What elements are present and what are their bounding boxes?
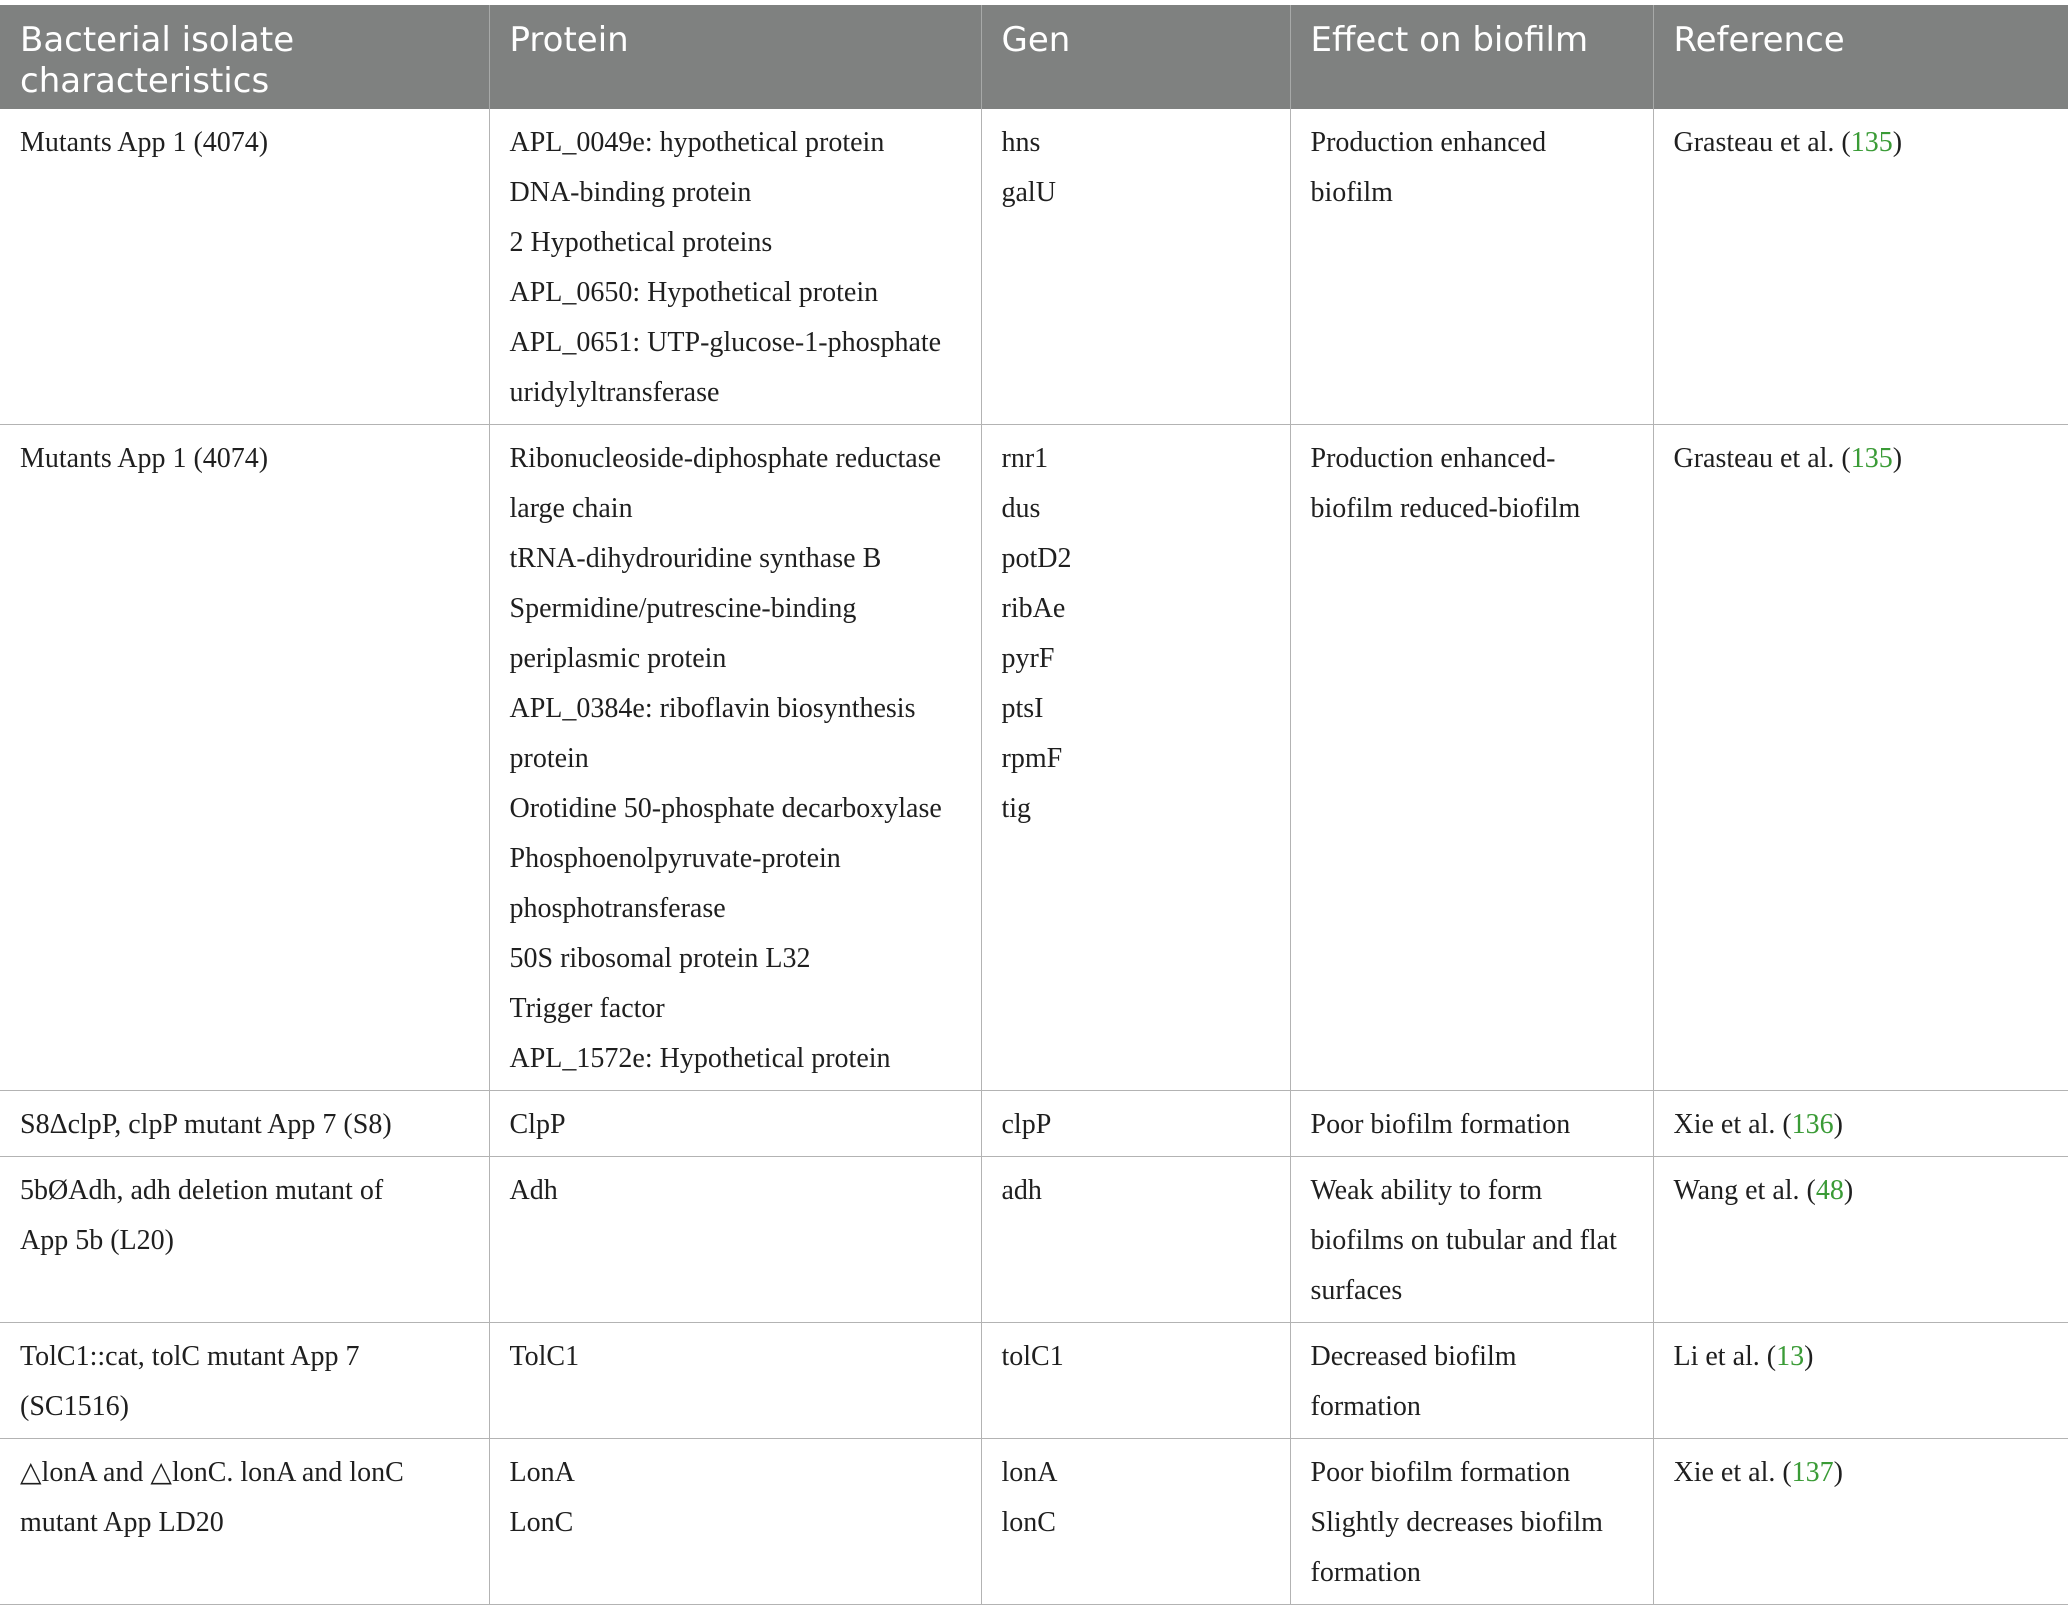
cell-isolate-line: TolC1::cat, tolC mutant App 7 xyxy=(20,1341,360,1372)
cell-gen-line: tolC1 xyxy=(1001,1341,1064,1372)
cell-reference xyxy=(1653,1091,2068,1157)
header-effect: Effect on biofilm xyxy=(1290,5,1653,109)
reference-close: ) xyxy=(1804,1341,1814,1372)
cell-isolate-line: 5bØAdh, adh deletion mutant of xyxy=(20,1175,384,1206)
cell-gen-line: pyrF xyxy=(1001,643,1055,674)
cell-gen-line: clpP xyxy=(1001,1109,1052,1140)
cell-gen xyxy=(981,1323,1290,1439)
cell-isolate-line: △lonA and △lonC. lonA and lonC xyxy=(20,1457,404,1488)
cell-isolate-line: (SC1516) xyxy=(20,1391,129,1422)
cell-gen-line: rnr1 xyxy=(1001,443,1049,474)
cell-effect-line: biofilm xyxy=(1310,177,1393,208)
table-row xyxy=(0,109,2068,425)
reference-close: ) xyxy=(1892,127,1903,158)
cell-gen xyxy=(981,425,1290,1091)
cell-gen-line: adh xyxy=(1001,1175,1042,1206)
cell-effect xyxy=(1290,1323,1653,1439)
reference-author: Grasteau et al. ( xyxy=(1673,127,1851,158)
cell-isolate xyxy=(0,109,489,425)
reference-number-link[interactable]: 137 xyxy=(1791,1457,1834,1488)
table-row xyxy=(0,1091,2068,1157)
cell-gen-line: ribAe xyxy=(1001,593,1066,624)
cell-protein xyxy=(489,1323,981,1439)
cell-protein-line: APL_0384e: riboflavin biosynthesis xyxy=(509,693,916,724)
cell-isolate xyxy=(0,425,489,1091)
cell-effect-line: Production enhanced- xyxy=(1310,443,1556,474)
cell-effect xyxy=(1290,1091,1653,1157)
table-row xyxy=(0,1439,2068,1605)
cell-effect-line: Weak ability to form xyxy=(1310,1175,1543,1206)
cell-isolate xyxy=(0,1157,489,1323)
table-row xyxy=(0,1323,2068,1439)
cell-isolate-line: Mutants App 1 (4074) xyxy=(20,443,269,474)
cell-isolate xyxy=(0,1439,489,1605)
cell-protein-line: tRNA-dihydrouridine synthase B xyxy=(509,543,882,574)
cell-effect xyxy=(1290,1157,1653,1323)
table-body xyxy=(0,109,2068,1605)
reference-number-link[interactable]: 48 xyxy=(1815,1175,1844,1206)
reference-author: Li et al. ( xyxy=(1673,1341,1777,1372)
reference-author: Wang et al. ( xyxy=(1673,1175,1816,1206)
cell-protein-line: Adh xyxy=(509,1175,558,1206)
cell-protein-line: APL_0650: Hypothetical protein xyxy=(509,277,879,308)
cell-isolate-line: App 5b (L20) xyxy=(20,1225,174,1256)
cell-reference xyxy=(1653,1157,2068,1323)
cell-gen xyxy=(981,1439,1290,1605)
cell-gen-line: dus xyxy=(1001,493,1041,524)
cell-isolate-line: Mutants App 1 (4074) xyxy=(20,127,269,158)
reference-number-link[interactable]: 135 xyxy=(1850,127,1893,158)
table-row xyxy=(0,1157,2068,1323)
cell-isolate-line: mutant App LD20 xyxy=(20,1507,224,1538)
cell-protein-line: APL_0049e: hypothetical protein xyxy=(509,127,885,158)
cell-gen-line: hns xyxy=(1001,127,1041,158)
cell-gen-line: galU xyxy=(1001,177,1056,208)
cell-protein xyxy=(489,109,981,425)
reference-author: Xie et al. ( xyxy=(1673,1457,1792,1488)
reference-close: ) xyxy=(1833,1109,1843,1140)
cell-protein-line: periplasmic protein xyxy=(509,643,727,674)
cell-protein-line: LonC xyxy=(509,1507,574,1538)
cell-reference xyxy=(1653,109,2068,425)
cell-protein-line: APL_0651: UTP-glucose-1-phosphate xyxy=(509,327,942,358)
table-header xyxy=(0,5,2068,109)
cell-effect xyxy=(1290,109,1653,425)
cell-effect-line: Production enhanced xyxy=(1310,127,1547,158)
reference-close: ) xyxy=(1833,1457,1843,1488)
cell-protein-line: uridylyltransferase xyxy=(509,377,720,408)
header-protein: Protein xyxy=(489,5,981,109)
cell-gen-line: lonC xyxy=(1001,1507,1056,1538)
cell-isolate xyxy=(0,1091,489,1157)
cell-effect-line: formation xyxy=(1310,1557,1421,1588)
cell-effect-line: Slightly decreases biofilm xyxy=(1310,1507,1603,1538)
table-row xyxy=(0,425,2068,1091)
cell-isolate-line: S8ΔclpP, clpP mutant App 7 (S8) xyxy=(20,1109,392,1140)
header-gen: Gen xyxy=(981,5,1290,109)
cell-reference xyxy=(1653,1323,2068,1439)
cell-protein-line: Ribonucleoside-diphosphate reductase xyxy=(509,443,942,474)
cell-protein-line: Trigger factor xyxy=(509,993,665,1024)
data-table-container xyxy=(0,5,2068,1605)
cell-effect xyxy=(1290,1439,1653,1605)
cell-protein-line: large chain xyxy=(509,493,633,524)
cell-protein-line: APL_1572e: Hypothetical protein xyxy=(509,1043,891,1074)
cell-protein-line: TolC1 xyxy=(509,1341,580,1372)
cell-effect-line: Decreased biofilm xyxy=(1310,1341,1517,1372)
header-reference: Reference xyxy=(1653,5,2068,109)
cell-effect-line: surfaces xyxy=(1310,1275,1403,1306)
cell-gen-line: ptsI xyxy=(1001,693,1044,724)
cell-protein-line: phosphotransferase xyxy=(509,893,726,924)
cell-protein-line: 2 Hypothetical proteins xyxy=(509,227,773,258)
cell-effect-line: biofilms on tubular and flat xyxy=(1310,1225,1617,1256)
cell-protein-line: Phosphoenolpyruvate-protein xyxy=(509,843,841,874)
cell-effect-line: Poor biofilm formation xyxy=(1310,1457,1571,1488)
cell-protein-line: Orotidine 50-phosphate decarboxylase xyxy=(509,793,942,824)
cell-protein-line: LonA xyxy=(509,1457,575,1488)
cell-protein xyxy=(489,1439,981,1605)
cell-protein-line: protein xyxy=(509,743,589,774)
cell-protein-line: DNA-binding protein xyxy=(509,177,752,208)
cell-protein xyxy=(489,425,981,1091)
reference-close: ) xyxy=(1892,443,1903,474)
cell-effect-line: Poor biofilm formation xyxy=(1310,1109,1571,1140)
cell-reference xyxy=(1653,425,2068,1091)
cell-gen-line: rpmF xyxy=(1001,743,1063,774)
cell-protein xyxy=(489,1157,981,1323)
cell-isolate xyxy=(0,1323,489,1439)
cell-effect xyxy=(1290,425,1653,1091)
reference-author: Grasteau et al. ( xyxy=(1673,443,1851,474)
cell-gen-line: potD2 xyxy=(1001,543,1072,574)
reference-close: ) xyxy=(1843,1175,1854,1206)
cell-gen xyxy=(981,1091,1290,1157)
biofilm-genes-table xyxy=(0,5,2068,1605)
cell-protein-line: Spermidine/putrescine-binding xyxy=(509,593,857,624)
reference-author: Xie et al. ( xyxy=(1673,1109,1792,1140)
cell-effect-line: biofilm reduced-biofilm xyxy=(1310,493,1581,524)
reference-number-link[interactable]: 135 xyxy=(1850,443,1893,474)
header-isolate: Bacterial isolate characteristics xyxy=(0,5,489,109)
reference-number-link[interactable]: 13 xyxy=(1776,1341,1805,1372)
cell-reference xyxy=(1653,1439,2068,1605)
cell-gen-line: tig xyxy=(1001,793,1032,824)
reference-number-link[interactable]: 136 xyxy=(1791,1109,1834,1140)
cell-protein xyxy=(489,1091,981,1157)
header-row xyxy=(0,5,2068,109)
cell-gen xyxy=(981,1157,1290,1323)
cell-effect-line: formation xyxy=(1310,1391,1421,1422)
cell-gen xyxy=(981,109,1290,425)
cell-protein-line: ClpP xyxy=(509,1109,566,1140)
cell-gen-line: lonA xyxy=(1001,1457,1058,1488)
cell-protein-line: 50S ribosomal protein L32 xyxy=(509,943,811,974)
